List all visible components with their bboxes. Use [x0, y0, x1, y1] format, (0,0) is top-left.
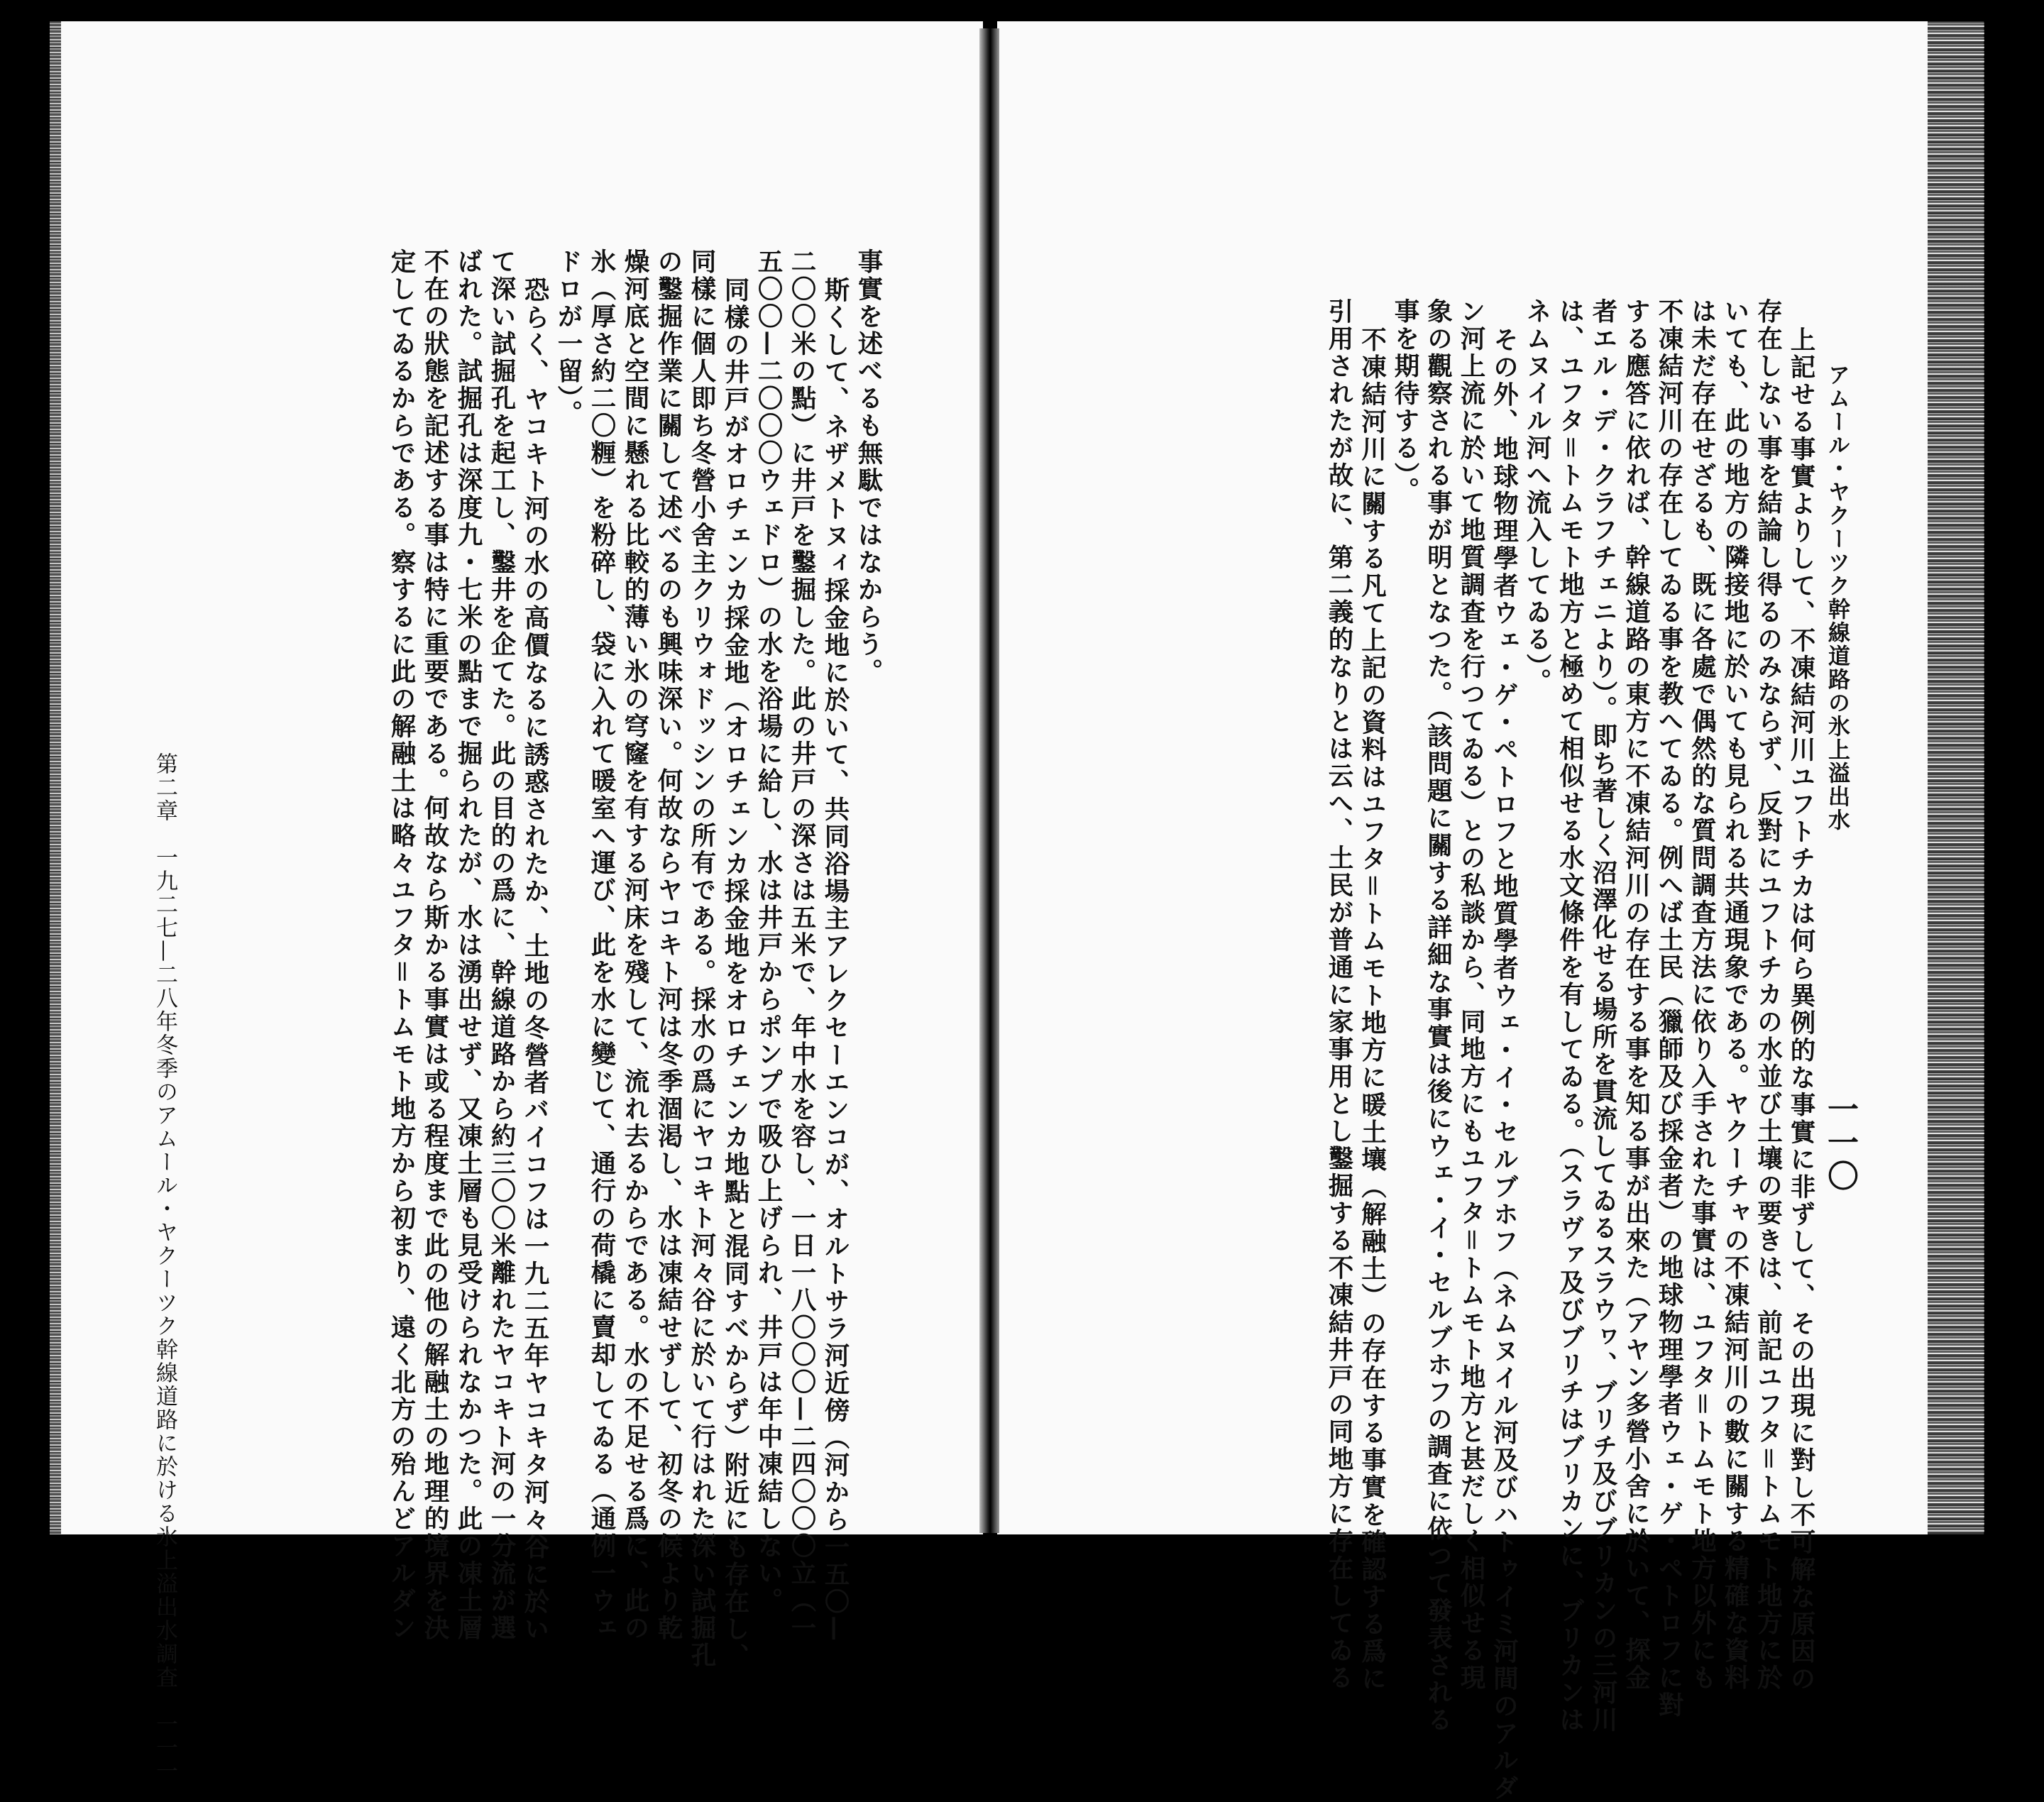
text-column: いても、此の地方の隣接地に於いても見られる共通現象である。ヤクーチャの不凍結河川の數に關する精確な資料 — [1720, 298, 1749, 1692]
book-gutter — [979, 28, 999, 1533]
text-column: 上記せる事實よりして、不凍結河川ユフトチカは何ら異例的な事實に非ずして、その出現に對し不可解な原因の — [1786, 326, 1815, 1693]
text-column: ばれた。試掘孔は深度九・七米の點まで掘られたが、水は湧出せず、又凍土層も見受けられなかつた。此の凍土層 — [454, 248, 483, 1642]
text-column: は、ユフタ＝トムモト地方と極めて相似せる水文條件を有してゐる。（スラヴァ及びブリチはブリカンに、ブリカンは — [1555, 298, 1585, 1734]
text-column: の鑿掘作業に關して述べるのも興味深い。何故ならヤコキト河は冬季涸渇し、水は凍結せずして、初冬の候より乾 — [654, 248, 683, 1642]
text-column: 同樣の井戸がオロチェンカ採金地（オロチェンカ採金地をオロチェンカ地點と混同すべからず）附近にも存在し、 — [720, 277, 749, 1671]
text-column: 斯くして、ネザメトヌィ採金地に於いて、共同浴場主アレクセーエンコが、オルトサラ河近傍（河から一五〇— — [820, 277, 850, 1643]
text-column: 象の觀察される事が明となつた。（該問題に關する詳細な事實は後にウェ・イ・セルブホフの調査に依つて發表される — [1423, 298, 1453, 1734]
page-number: 一一〇 — [1822, 1093, 1858, 1193]
text-column: 不在の狀態を記述する事は特に重要である。何故なら斯かる事實は或る程度まで此の他の解融土の地理的境界を決 — [420, 248, 449, 1642]
text-column: 不凍結河川に關する凡て上記の資料はユフタ＝トムモト地方に暖土壤（解融土）の存在する事實を確認する爲に — [1357, 326, 1387, 1693]
text-column: 存在しない事を結論し得るのみならず、反對にユフトチカの水並び土壤の要きは、前記ユフタ＝トムモト地方に於 — [1753, 298, 1783, 1692]
text-column: その外、地球物理學者ウェ・ゲ・ペトロフと地質學者ウェ・イ・セルブホフ（ネムヌイル河及びハトゥイミ河間のアルダ — [1489, 326, 1519, 1802]
text-column: は未だ存在せざるも、既に各處で偶然的な質問調査方法に依り入手された事實は、ユフタ＝トムモト地方以外にも — [1687, 298, 1717, 1692]
text-column: ン河上流に於いて地質調査を行つてゐる）との私談から、同地方にもユフタ＝トムモト地方と甚だしく相似せる現 — [1456, 298, 1485, 1692]
text-column: ドロが一留）。 — [554, 248, 583, 427]
text-column: 二〇〇米の點）に井戸を鑿掘した。此の井戸の深さは五米で、年中水を容し、一日一八〇〇〇—二四〇〇〇立（一 — [787, 248, 816, 1642]
text-column: ネムヌイル河へ流入してゐる）。 — [1522, 298, 1551, 696]
text-column: 恐らく、ヤコキト河の水の高價なるに誘惑されたか、土地の冬營者バイコフは一九二五年ヤコキタ河々谷に於い — [520, 277, 549, 1643]
text-column: 者エル・デ・クラフチェニより）。即ち著しく沼澤化せる場所を貫流してゐるスラウヮ、ブリチ及びブリカンの三河川 — [1588, 298, 1617, 1734]
text-column: 事を期待する）。 — [1390, 298, 1419, 505]
running-header: アムール・ヤクーツク幹線道路の氷上溢出水 — [1824, 363, 1850, 832]
text-column: 燥河底と空間に懸れる比較的薄い氷の穹窿を有する河床を殘して、流れ去るからである。水の不足せる爲に、此の — [620, 248, 649, 1642]
text-column: 五〇〇—二〇〇〇ウェドロ）の水を浴場に給し、水は井戸からポンプで吸ひ上げられ、井戸は年中凍結しない。 — [754, 248, 783, 1615]
text-column: 定してゐるからである。察するに此の解融土は略々ユフタ＝トムモト地方から初まり、遠く北方の殆んどアルダン — [387, 248, 416, 1642]
text-column: 不凍結河川の存在してゐる事を教へてゐる。例へば土民（獵師及び採金者）の地球物理學者ウェ・ゲ・ペトロフに對 — [1654, 298, 1683, 1719]
text-column: する應答に依れば、幹線道路の東方に不凍結河川の存在する事を知る事が出來た（アヤン多營小舍に於いて、探金 — [1621, 298, 1651, 1692]
right-page-edge — [1928, 21, 1984, 1534]
text-column: 引用されたが故に、第二義的なりとは云へ、土民が普通に家事用とし鑿掘する不凍結井戸の同地方に存在してゐる — [1324, 298, 1353, 1692]
text-column: て深い試掘孔を起工し、鑿井を企てた。此の目的の爲に、幹線道路から約三〇〇米離れたヤコキト河の一分流が選 — [487, 248, 516, 1642]
page-footer: 第二章 一九二七—二八年冬季のアムール・ヤクーツク幹線道路に於ける氷上溢出水調査 一一一 — [152, 752, 177, 1783]
text-column: 同樣に個人即ち冬營小舍主クリウォドッシンの所有である。採水の爲にヤコキト河々谷に於いて行はれた深い試掘孔 — [687, 248, 716, 1669]
text-column: 事實を述べるも無駄ではなからう。 — [854, 248, 883, 686]
left-page-edge — [50, 21, 61, 1534]
text-column: 氷（厚さ約二〇糎）を粉碎し、袋に入れて暖室へ運び、此を水に變じて、通行の荷橇に賣却してゐる（通例一ウェ — [587, 248, 616, 1642]
